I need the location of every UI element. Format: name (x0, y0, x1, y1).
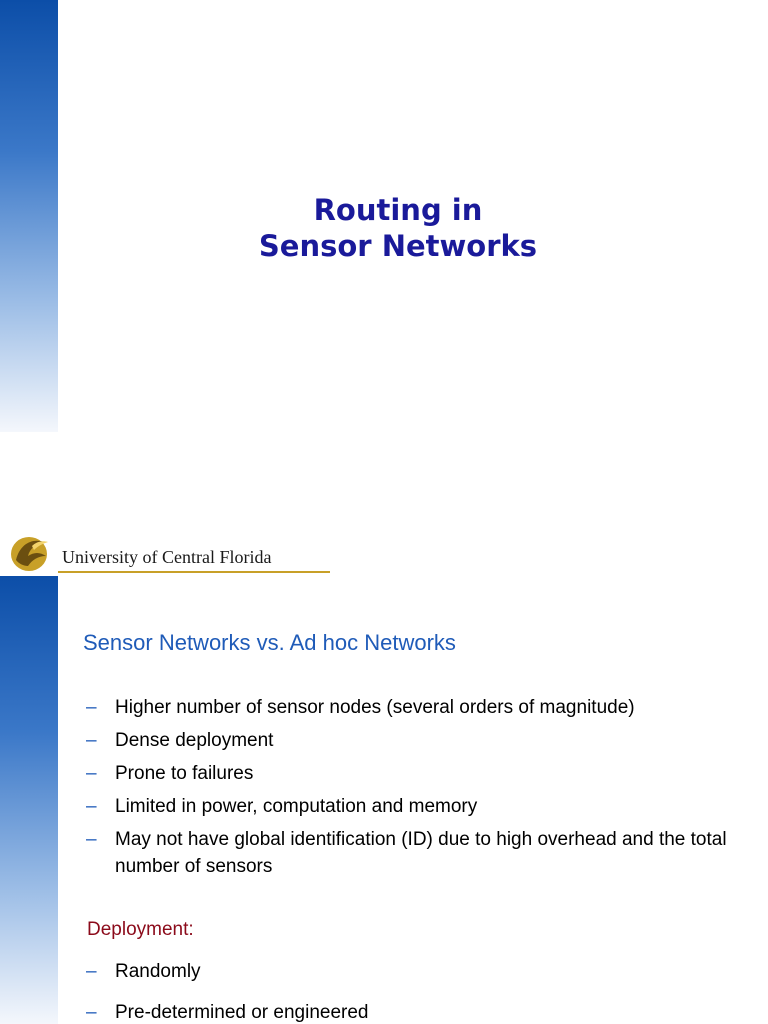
dash-bullet: – (86, 1002, 97, 1023)
list-item (86, 793, 746, 820)
list-item-text: Pre-determined or engineered (115, 1002, 369, 1023)
list-item (86, 727, 746, 754)
list-item-text: Higher number of sensor nodes (several orders of magnitude) (115, 697, 635, 718)
list-item-text: Limited in power, computation and memory (115, 796, 478, 817)
list-item-text: Dense deployment (115, 730, 274, 751)
deployment-bullet-list (86, 958, 746, 1024)
list-item (86, 958, 746, 985)
slide-sidebar-gradient (0, 576, 58, 1024)
slide-title (220, 192, 576, 264)
deployment-label: Deployment: (87, 919, 194, 940)
dash-bullet: – (86, 796, 97, 817)
dash-bullet: – (86, 763, 97, 784)
list-item (86, 694, 746, 721)
list-item (86, 826, 746, 880)
title-line-2: Sensor Networks (258, 229, 538, 263)
title-line-1: Routing in (313, 193, 483, 227)
brand-underline (58, 571, 330, 573)
list-item-text: May not have global identification (ID) due to high overhead and the total number of sensors (115, 829, 727, 877)
dash-bullet: – (86, 829, 97, 850)
slide-heading: Sensor Networks vs. Ad hoc Networks (83, 630, 456, 655)
university-wordmark: University of Central Florida (62, 547, 272, 567)
list-item (86, 760, 746, 787)
dash-bullet: – (86, 961, 97, 982)
ucf-pegasus-logo-icon (6, 530, 52, 574)
list-item-text: Prone to failures (115, 763, 254, 784)
slide-sidebar-gradient (0, 0, 58, 432)
list-item (86, 999, 746, 1024)
content-slide (0, 524, 768, 1024)
dash-bullet: – (86, 730, 97, 751)
dash-bullet: – (86, 697, 97, 718)
list-item-text: Randomly (115, 961, 201, 982)
comparison-bullet-list (86, 694, 746, 886)
title-slide (0, 0, 768, 432)
